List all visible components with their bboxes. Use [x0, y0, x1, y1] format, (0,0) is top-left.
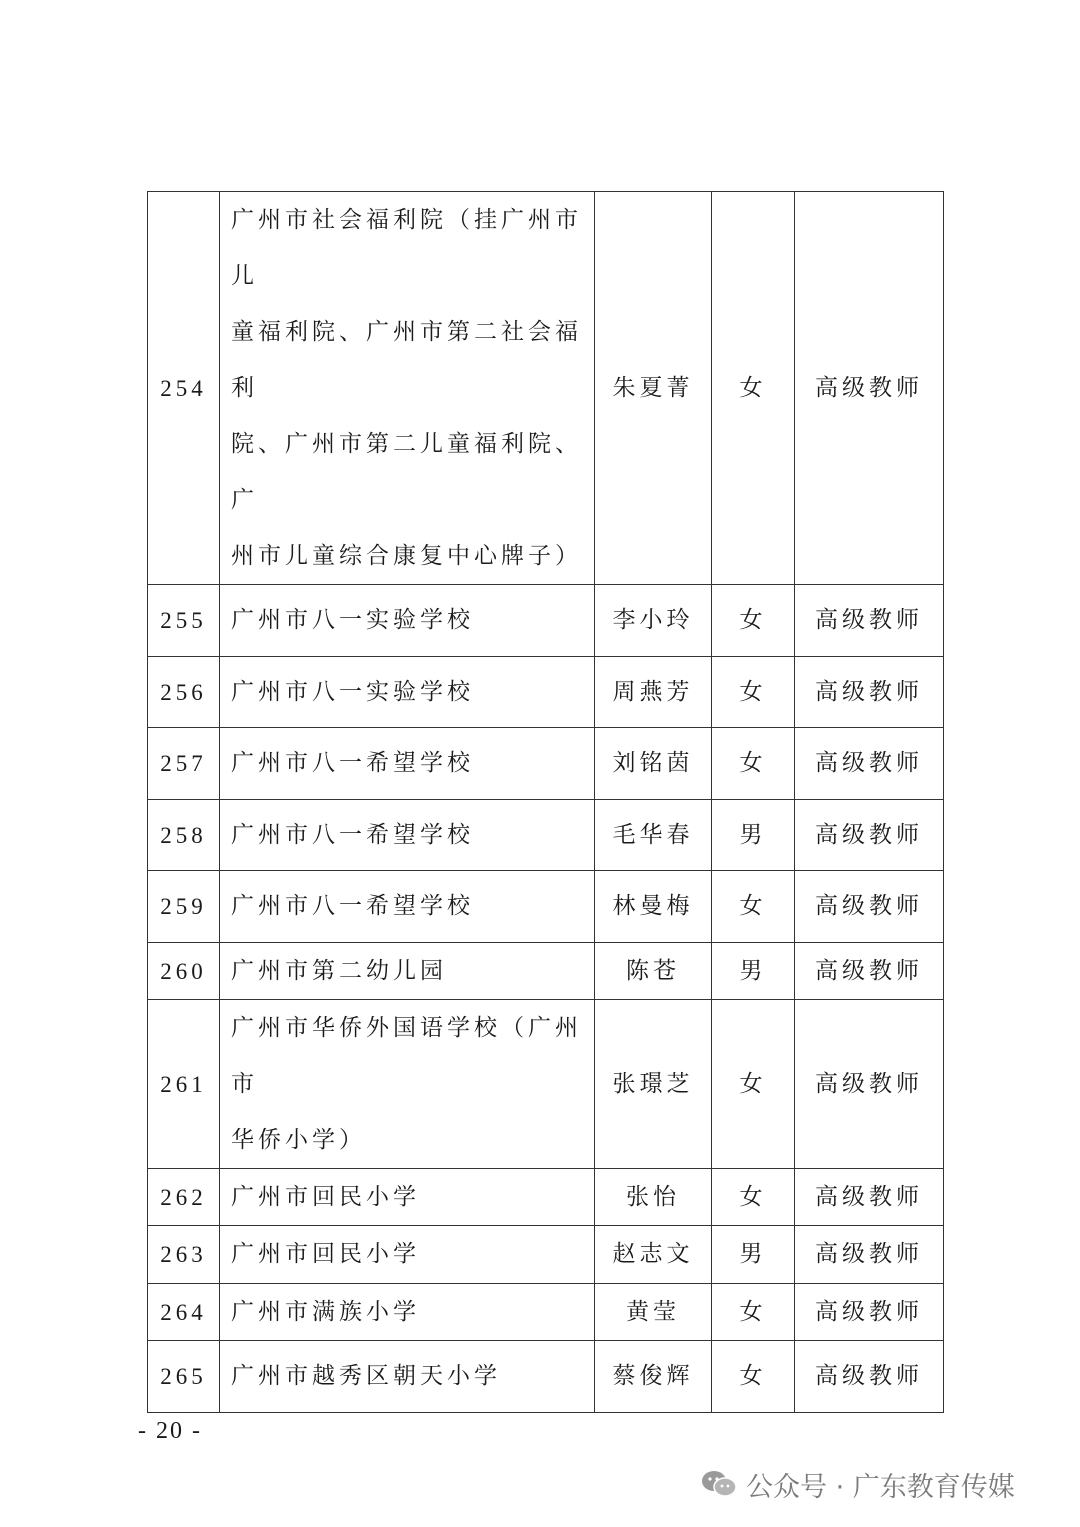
- school-name-line: 州市儿童综合康复中心牌子）: [231, 543, 582, 569]
- table-row: [148, 657, 944, 728]
- professional-title: 高级教师: [795, 585, 944, 657]
- school-name: 广州市八一希望学校: [220, 871, 595, 943]
- row-number: 265: [148, 1341, 220, 1413]
- table-row: [148, 800, 944, 871]
- teacher-name: 陈苍: [595, 943, 712, 1000]
- gender: 女: [712, 1169, 795, 1226]
- professional-title: 高级教师: [795, 1169, 944, 1226]
- school-name-line: 童福利院、广州市第二社会福利: [231, 319, 582, 401]
- gender: 女: [712, 1000, 795, 1169]
- gender: 女: [712, 585, 795, 657]
- row-number: 261: [148, 1000, 220, 1169]
- row-number: 264: [148, 1284, 220, 1341]
- row-number: 262: [148, 1169, 220, 1226]
- teacher-name: 林曼梅: [595, 871, 712, 943]
- row-number: 254: [148, 192, 220, 585]
- roster-body: [148, 192, 944, 1413]
- teacher-name: 李小玲: [595, 585, 712, 657]
- teacher-name: 张璟芝: [595, 1000, 712, 1169]
- professional-title: 高级教师: [795, 800, 944, 871]
- wechat-icon: [700, 1468, 738, 1500]
- gender: 女: [712, 728, 795, 800]
- table-row: [148, 1284, 944, 1341]
- professional-title: 高级教师: [795, 1341, 944, 1413]
- gender: 女: [712, 192, 795, 585]
- professional-title: 高级教师: [795, 728, 944, 800]
- watermark-text: 公众号 · 广东教育传媒: [746, 1471, 1015, 1503]
- school-name-line: 华侨小学）: [231, 1127, 366, 1153]
- row-number: 260: [148, 943, 220, 1000]
- page-number: - 20 -: [138, 1418, 202, 1444]
- row-number: 256: [148, 657, 220, 728]
- school-name: 广州市回民小学: [220, 1226, 595, 1284]
- school-name: 广州市八一实验学校: [220, 657, 595, 728]
- school-name-lines: [231, 192, 588, 584]
- teacher-name: 毛华春: [595, 800, 712, 871]
- table-row: [148, 192, 944, 585]
- professional-title: 高级教师: [795, 1284, 944, 1341]
- school-name: 广州市回民小学: [220, 1169, 595, 1226]
- watermark: [700, 1462, 1015, 1506]
- professional-title: 高级教师: [795, 1226, 944, 1284]
- teacher-roster-table: [147, 191, 944, 1413]
- teacher-name: 赵志文: [595, 1226, 712, 1284]
- school-name: 广州市满族小学: [220, 1284, 595, 1341]
- school-name-line: 广州市社会福利院（挂广州市儿: [231, 207, 582, 289]
- school-name-line: 广州市华侨外国语学校（广州市: [231, 1015, 582, 1097]
- table-row: [148, 871, 944, 943]
- school-name: 广州市越秀区朝天小学: [220, 1341, 595, 1413]
- row-number: 257: [148, 728, 220, 800]
- teacher-name: 刘铭茵: [595, 728, 712, 800]
- school-name: [220, 192, 595, 585]
- teacher-name: 朱夏菁: [595, 192, 712, 585]
- gender: 男: [712, 1226, 795, 1284]
- professional-title: 高级教师: [795, 1000, 944, 1169]
- row-number: 255: [148, 585, 220, 657]
- teacher-name: 黄莹: [595, 1284, 712, 1341]
- table-row: [148, 1000, 944, 1169]
- table-row: [148, 1169, 944, 1226]
- school-name: 广州市八一希望学校: [220, 728, 595, 800]
- school-name: 广州市第二幼儿园: [220, 943, 595, 1000]
- gender: 男: [712, 800, 795, 871]
- table-row: [148, 585, 944, 657]
- school-name: 广州市八一实验学校: [220, 585, 595, 657]
- gender: 男: [712, 943, 795, 1000]
- teacher-name: 张怡: [595, 1169, 712, 1226]
- row-number: 259: [148, 871, 220, 943]
- table-row: [148, 728, 944, 800]
- row-number: 258: [148, 800, 220, 871]
- professional-title: 高级教师: [795, 192, 944, 585]
- professional-title: 高级教师: [795, 943, 944, 1000]
- gender: 女: [712, 871, 795, 943]
- gender: 女: [712, 657, 795, 728]
- gender: 女: [712, 1284, 795, 1341]
- table-row: [148, 1341, 944, 1413]
- school-name-line: 院、广州市第二儿童福利院、广: [231, 431, 582, 513]
- teacher-name: 蔡俊辉: [595, 1341, 712, 1413]
- gender: 女: [712, 1341, 795, 1413]
- school-name-lines: [231, 1000, 588, 1168]
- teacher-name: 周燕芳: [595, 657, 712, 728]
- table-row: [148, 943, 944, 1000]
- school-name: 广州市八一希望学校: [220, 800, 595, 871]
- professional-title: 高级教师: [795, 871, 944, 943]
- school-name: [220, 1000, 595, 1169]
- row-number: 263: [148, 1226, 220, 1284]
- table-row: [148, 1226, 944, 1284]
- professional-title: 高级教师: [795, 657, 944, 728]
